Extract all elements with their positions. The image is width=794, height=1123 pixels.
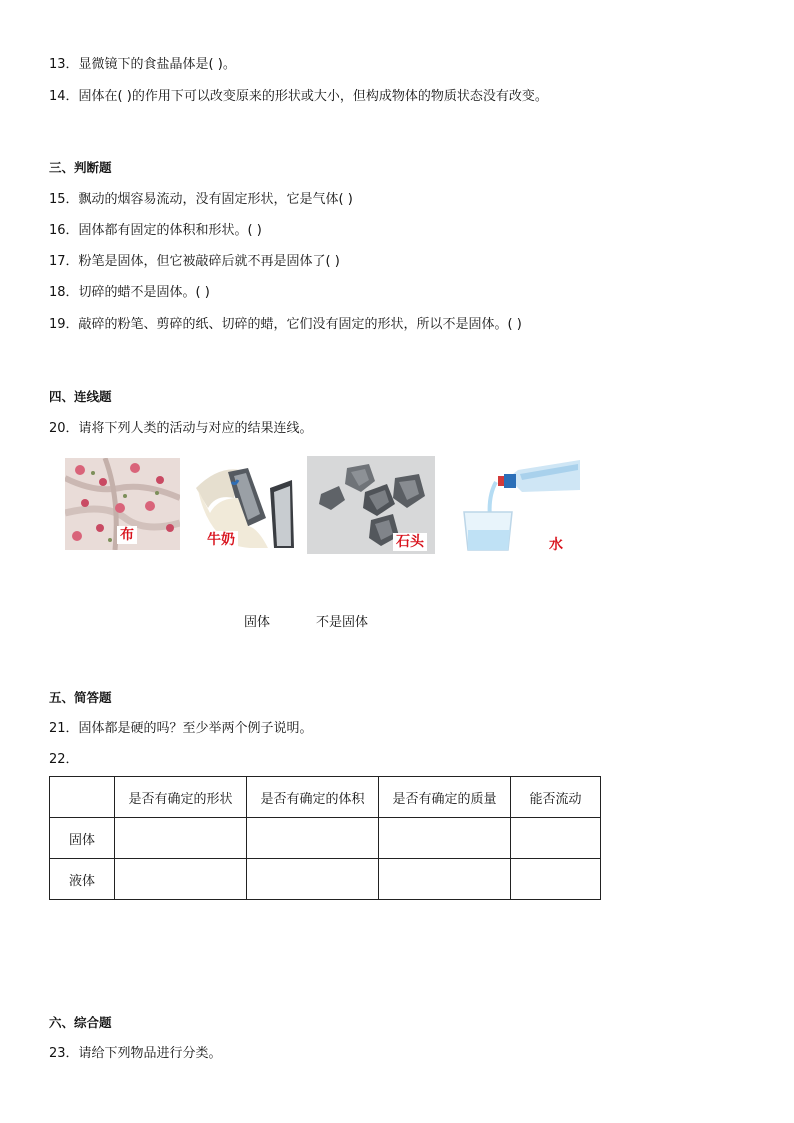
question-21: 21．固体都是硬的吗？至少举两个例子说明。: [49, 721, 313, 736]
table-cell[interactable]: [247, 859, 379, 900]
question-18: 18．切碎的蜡不是固体。( ): [49, 285, 210, 300]
table-cell[interactable]: [379, 859, 511, 900]
cloth-image: [65, 458, 180, 550]
table-cell[interactable]: [511, 859, 601, 900]
section-heading-matching: 四、连线题: [49, 389, 112, 404]
table-header-row: [50, 777, 601, 818]
question-17: 17．粉笔是固体，但它被敲碎后就不再是固体了( ): [49, 254, 340, 269]
question-14: 14．固体在( )的作用下可以改变原来的形状或大小，但构成物体的物质状态没有改变。: [49, 89, 548, 104]
image-label-stone: 石头: [393, 533, 427, 551]
option-solid: 固体: [244, 615, 271, 630]
stone-image: [307, 456, 435, 554]
water-image: [460, 456, 582, 556]
milk-image: [188, 458, 296, 550]
property-table: [49, 776, 601, 900]
option-not-solid: 不是固体: [316, 615, 369, 630]
table-header-cell: [50, 777, 115, 818]
section-heading-judgement: 三、判断题: [49, 160, 112, 175]
table-cell[interactable]: [115, 818, 247, 859]
table-row-label: 液体: [50, 859, 115, 900]
image-label-cloth: 布: [117, 526, 137, 544]
question-13: 13．显微镜下的食盐晶体是( )。: [49, 57, 236, 72]
question-23: 23．请给下列物品进行分类。: [49, 1046, 222, 1061]
table-header-cell: 能否流动: [511, 777, 601, 818]
table-header-cell: 是否有确定的形状: [115, 777, 247, 818]
table-row-label: 固体: [50, 818, 115, 859]
question-19: 19．敲碎的粉笔、剪碎的纸、切碎的蜡，它们没有固定的形状，所以不是固体。( ): [49, 317, 522, 332]
table-cell[interactable]: [379, 818, 511, 859]
section-heading-short-answer: 五、简答题: [49, 690, 112, 705]
table-row: [50, 818, 601, 859]
image-label-water: 水: [546, 536, 566, 554]
question-22: 22．: [49, 752, 79, 767]
question-20: 20．请将下列人类的活动与对应的结果连线。: [49, 421, 313, 436]
table-row: [50, 859, 601, 900]
question-15: 15．飘动的烟容易流动，没有固定形状，它是气体( ): [49, 192, 353, 207]
image-label-milk: 牛奶: [204, 531, 238, 549]
question-16: 16．固体都有固定的体积和形状。( ): [49, 223, 262, 238]
table-cell[interactable]: [247, 818, 379, 859]
table-header-cell: 是否有确定的质量: [379, 777, 511, 818]
table-cell[interactable]: [115, 859, 247, 900]
section-heading-comprehensive: 六、综合题: [49, 1015, 112, 1030]
table-header-cell: 是否有确定的体积: [247, 777, 379, 818]
table-cell[interactable]: [511, 818, 601, 859]
